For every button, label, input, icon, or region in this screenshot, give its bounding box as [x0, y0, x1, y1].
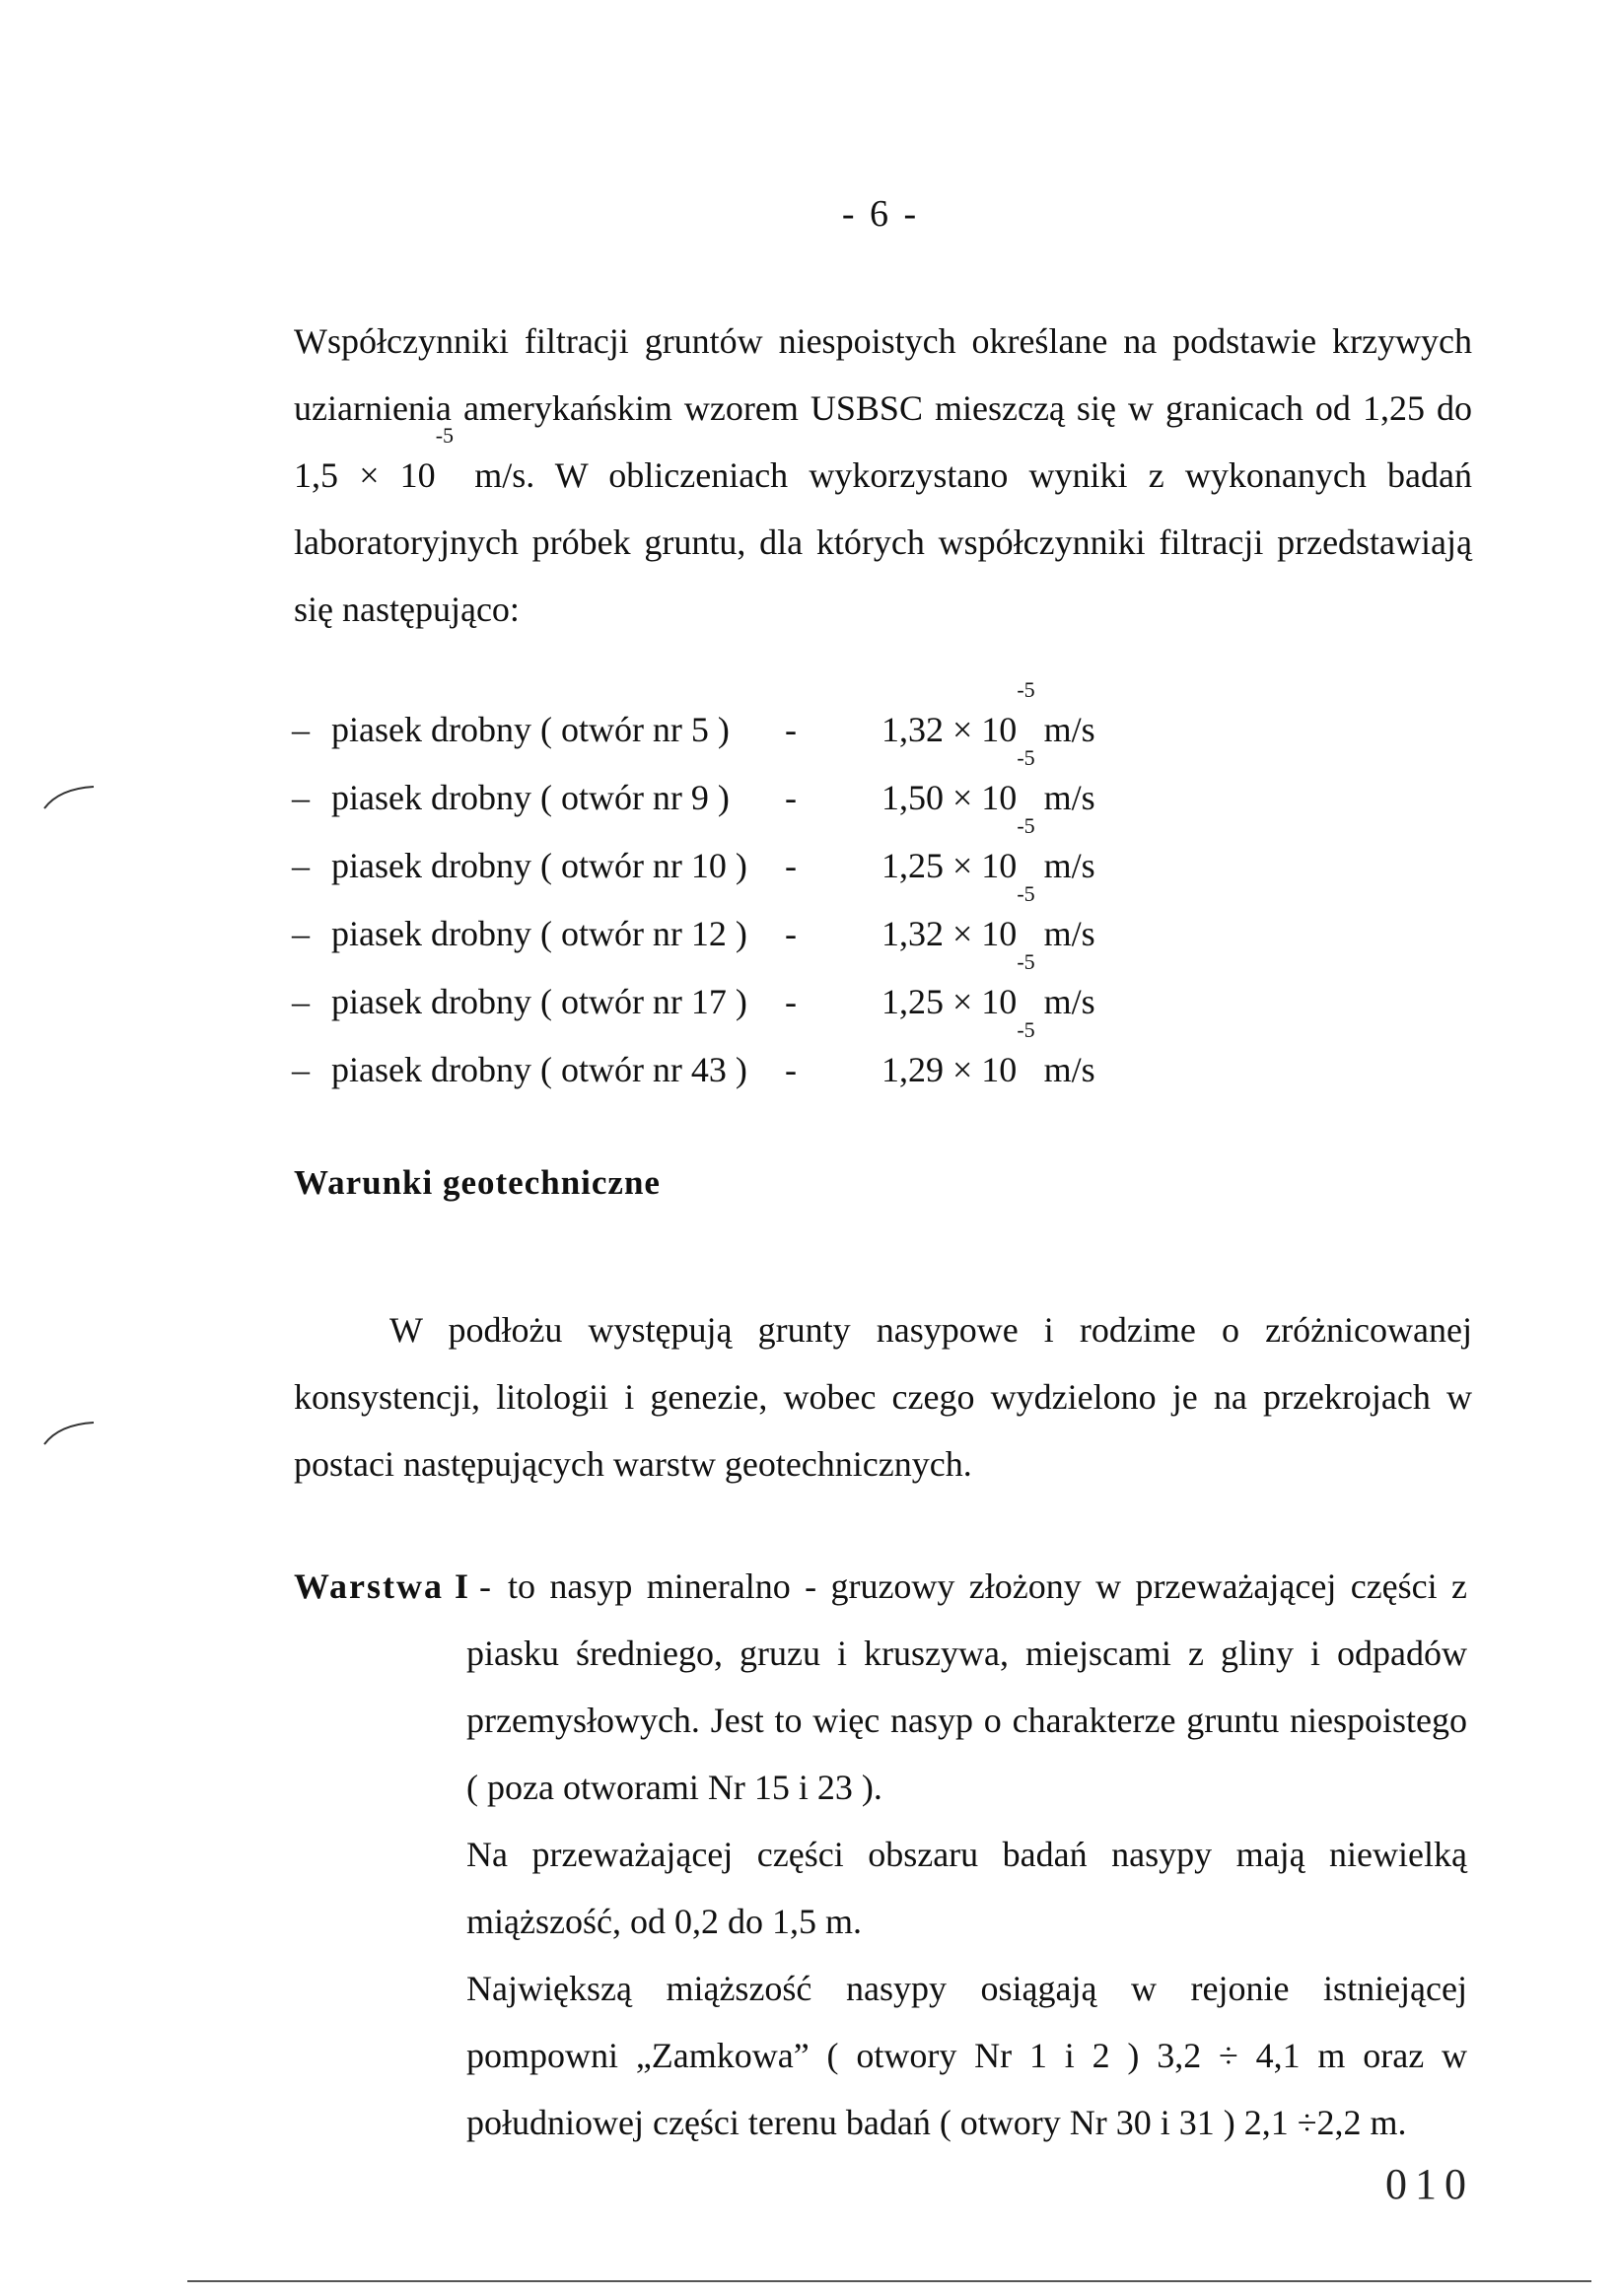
page-number: - 6 - [841, 193, 920, 235]
list-item [292, 881, 1179, 968]
layer-paragraph-3: Największą miąższość nasypy osiągają w rejonie istniejącej pompowni „Zamkowa” ( otwory Nr 1 i 2 ) 3,2 ÷ 4,1 m oraz w południowej części terenu badań ( otwory Nr 30 i 31 ) 2,1 ÷2,2 m. [466, 1969, 1467, 2142]
coefficient-value: $1,50 \times 10^{-5}$ m/s [881, 745, 1095, 817]
list-item [292, 745, 1179, 832]
list-dash: – [292, 778, 310, 817]
list-dash: – [292, 710, 310, 749]
intro-exponent: -5 [435, 423, 455, 448]
sample-label: piasek drobny ( otwór nr 5 ) [331, 710, 730, 749]
separator: - [785, 914, 797, 953]
list-dash: – [292, 1050, 310, 1089]
layer-paragraph-2: Na przeważającej części obszaru badań nasypy mają niewielką miąższość, od 0,2 do 1,5 m. [466, 1835, 1467, 1941]
separator: - [785, 846, 797, 885]
separator: - [785, 778, 797, 817]
coefficient-value: $1,32 \times 10^{-5}$ m/s [881, 677, 1095, 749]
separator: - [785, 710, 797, 749]
section-heading: Warunki geotechniczne [294, 1163, 661, 1202]
coefficient-value: $1,29 \times 10^{-5}$ m/s [881, 1017, 1095, 1089]
list-item [292, 677, 1179, 764]
sample-label: piasek drobny ( otwór nr 10 ) [331, 846, 747, 885]
sample-label: piasek drobny ( otwór nr 17 ) [331, 982, 747, 1021]
filtration-coefficient-list [292, 677, 1179, 1104]
sample-label: piasek drobny ( otwór nr 9 ) [331, 778, 730, 817]
coefficient-value: $1,32 \times 10^{-5}$ m/s [881, 881, 1095, 953]
separator: - [785, 982, 797, 1021]
section-paragraph: W podłożu występują grunty nasypowe i rodzime o zróżnicowanej konsystencji, litologii i genezie, wobec czego wydzielono je na przekrojach w postaci następujących warstw geotechnicznych. [294, 1310, 1472, 1484]
layer-dash: - [470, 1566, 491, 1606]
sample-label: piasek drobny ( otwór nr 43 ) [331, 1050, 747, 1089]
layer-name: Warstwa I [294, 1566, 470, 1606]
layer-paragraph-1: to nasyp mineralno - gruzowy złożony w przeważającej części z piasku średniego, gruzu i kruszywa, miejscami z gliny i odpadów przemysłowych. Jest to więc nasyp o charakterze gruntu niespoistego ( poza otworami Nr 15 i 23 ). [466, 1566, 1467, 1807]
list-dash: – [292, 846, 310, 885]
list-item [292, 1017, 1179, 1104]
list-item [292, 813, 1179, 900]
coefficient-value: $1,25 \times 10^{-5}$ m/s [881, 813, 1095, 885]
layer-label [294, 1553, 491, 1620]
coefficient-value: $1,25 \times 10^{-5}$ m/s [881, 949, 1095, 1021]
sample-label: piasek drobny ( otwór nr 12 ) [331, 914, 747, 953]
list-dash: – [292, 982, 310, 1021]
layer-description [466, 1553, 1467, 2156]
bottom-rule [187, 2280, 1591, 2282]
intro-paragraph [294, 308, 1472, 643]
list-dash: – [292, 914, 310, 953]
margin-mark [39, 779, 99, 818]
separator: - [785, 1050, 797, 1089]
intro-text-b: m/s. W obliczeniach wykorzystano wyniki z wykonanych badań laboratoryjnych próbek gruntu, dla których współczynniki filtracji przedstawiają się następująco: [294, 455, 1472, 629]
list-item [292, 949, 1179, 1036]
stamp-number: 010 [1385, 2160, 1474, 2208]
intro-text-a: Współczynniki filtracji gruntów niespoistych określane na podstawie krzywych uziarnienia amerykańskim wzorem USBSC mieszczą się w granicach od 1,25 do 1,5 × 10 [294, 321, 1472, 495]
margin-mark [39, 1415, 99, 1454]
